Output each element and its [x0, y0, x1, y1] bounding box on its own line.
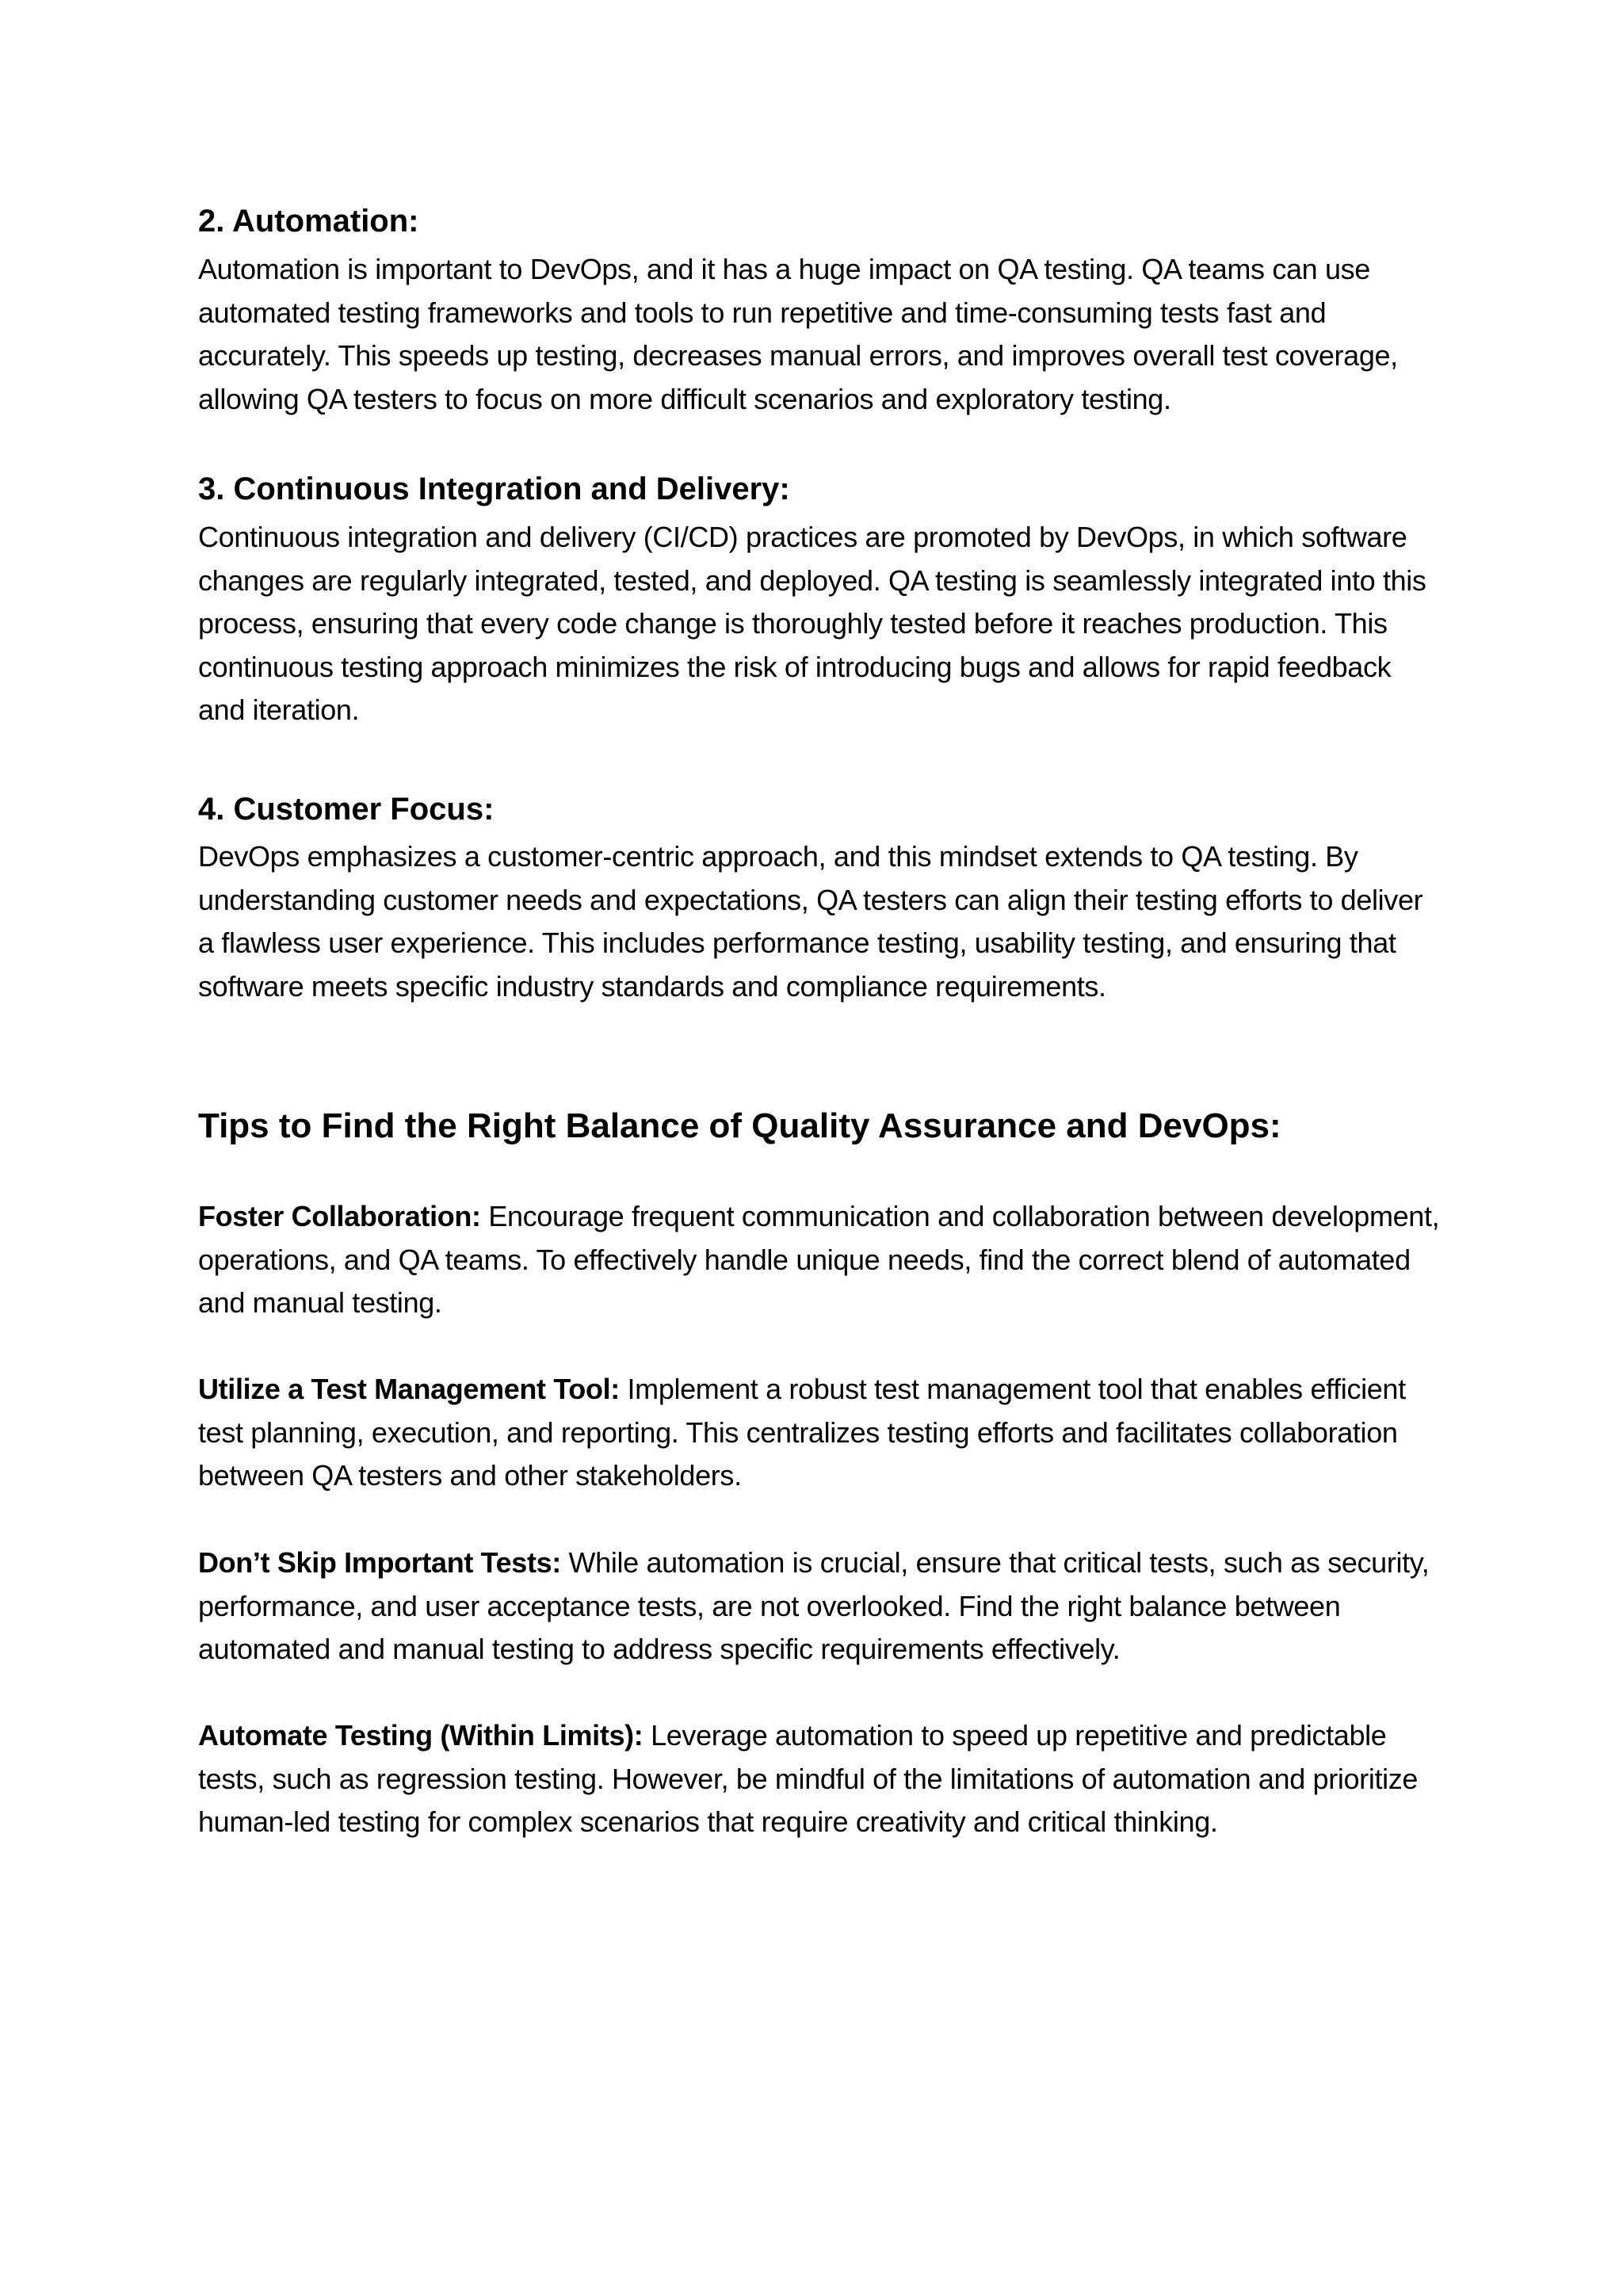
tip-dont-skip-tests — [198, 1541, 1442, 1671]
section-heading-automation: 2. Automation: — [198, 204, 419, 239]
tip-test-management-tool — [198, 1368, 1442, 1498]
section-heading-ci-cd: 3. Continuous Integration and Delivery: — [198, 472, 790, 506]
section-body-customer-focus: DevOps emphasizes a customer-centric approach, and this mindset extends to QA testing. By understanding customer needs and expectations, QA testers can align their testing efforts to deliver a flawless user experience. This includes performance testing, usability testing, and ensuring that software meets specific industry standards and compliance requirements. — [198, 840, 1423, 1003]
tip-label: Automate Testing (Within Limits): — [198, 1719, 643, 1752]
section-body-ci-cd: Continuous integration and delivery (CI/CD) practices are promoted by DevOps, in which software changes are regularly integrated, tested, and deployed. QA testing is seamlessly integrated into this process, ensuring that every code change is thoroughly tested before it reaches production. This continuous testing approach minimizes the risk of introducing bugs and allows for rapid feedback and iteration. — [198, 521, 1426, 727]
tip-automate-testing — [198, 1714, 1442, 1844]
tip-text: Leverage automation to speed up repetitive and predictable tests, such as regression testing. However, be mindful of the limitations of automation and prioritize human-led testing for complex scenarios that require creativity and critical thinking. — [198, 1719, 1419, 1839]
tip-label: Foster Collaboration: — [198, 1200, 481, 1232]
section-body-automation: Automation is important to DevOps, and it has a huge impact on QA testing. QA teams can use automated testing frameworks and tools to run repetitive and time-consuming tests fast and accurately. This speeds up testing, decreases manual errors, and improves overall test coverage, allowing QA testers to focus on more difficult scenarios and exploratory testing. — [198, 253, 1398, 415]
tip-label: Utilize a Test Management Tool: — [198, 1373, 620, 1405]
tips-heading: Tips to Find the Right Balance of Quality Assurance and DevOps: — [198, 1106, 1281, 1145]
tip-text: Implement a robust test management tool that enables efficient test planning, execution, and reporting. This centralizes testing efforts and facilitates collaboration between QA testers and other stakeholders. — [198, 1373, 1406, 1492]
tip-foster-collaboration — [198, 1195, 1442, 1325]
tip-text: While automation is crucial, ensure that critical tests, such as security, performance, and user acceptance tests, are not overlooked. Find the right balance between automated and manual testing to address specific requirements effectively. — [198, 1546, 1430, 1666]
tip-label: Don’t Skip Important Tests: — [198, 1546, 561, 1579]
section-heading-customer-focus: 4. Customer Focus: — [198, 792, 495, 827]
tip-text: Encourage frequent communication and collaboration between development, operations, and QA teams. To effectively handle unique needs, find the correct blend of automated and manual testing. — [198, 1200, 1440, 1320]
